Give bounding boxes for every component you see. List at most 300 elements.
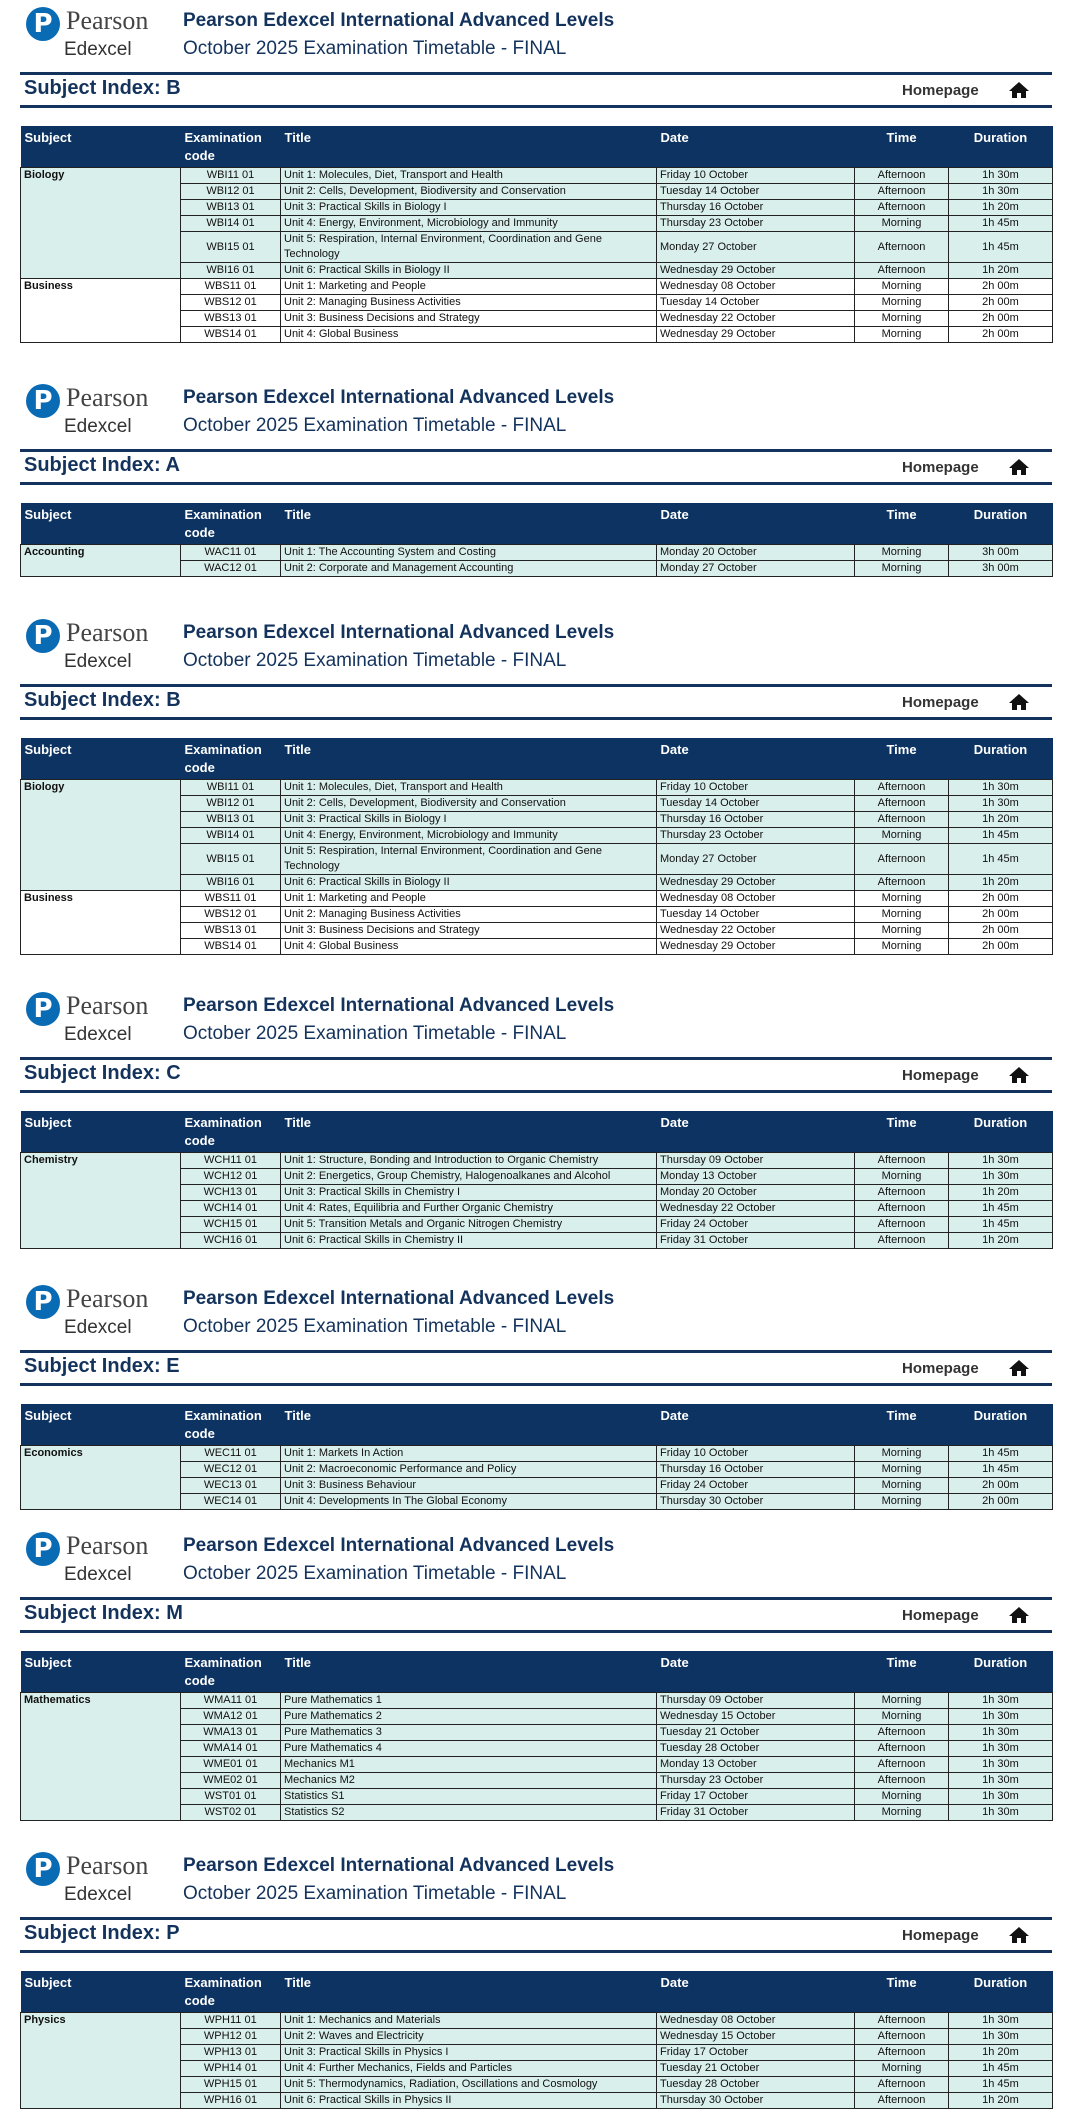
unit-title: Unit 5: Thermodynamics, Radiation, Oscillations and Cosmology: [281, 2077, 657, 2093]
edexcel-logo-text: Edexcel: [64, 651, 132, 672]
column-header-subject: Subject: [21, 1651, 181, 1693]
exam-date: Friday 24 October: [657, 1478, 855, 1494]
exam-session: Morning: [855, 923, 949, 939]
unit-title: Unit 6: Practical Skills in Biology II: [281, 875, 657, 891]
exam-duration: 2h 00m: [949, 1494, 1053, 1510]
exam-session: Morning: [855, 828, 949, 844]
unit-title: Unit 1: The Accounting System and Costing: [281, 545, 657, 561]
column-header-code: Examination code: [181, 1404, 281, 1446]
table-header-row: [21, 738, 1053, 780]
unit-title: Unit 4: Energy, Environment, Microbiology and Immunity: [281, 216, 657, 232]
exam-date: Friday 31 October: [657, 1805, 855, 1821]
exam-duration: 1h 20m: [949, 1185, 1053, 1201]
exam-date: Thursday 30 October: [657, 2093, 855, 2109]
exam-duration: 1h 30m: [949, 2029, 1053, 2045]
unit-title: Unit 1: Marketing and People: [281, 891, 657, 907]
unit-title: Unit 4: Developments In The Global Economy: [281, 1494, 657, 1510]
exam-session: Morning: [855, 279, 949, 295]
exam-date: Monday 13 October: [657, 1169, 855, 1185]
unit-title: Unit 5: Respiration, Internal Environment, Coordination and Gene Technology: [281, 232, 657, 263]
subject-name: Economics: [21, 1446, 181, 1510]
unit-title: Unit 2: Energetics, Group Chemistry, Halogenoalkanes and Alcohol: [281, 1169, 657, 1185]
column-header-subject: Subject: [21, 1971, 181, 2013]
exam-duration: 1h 45m: [949, 1462, 1053, 1478]
exam-date: Thursday 09 October: [657, 1693, 855, 1709]
exam-duration: 1h 30m: [949, 1169, 1053, 1185]
exam-code: WBI12 01: [181, 796, 281, 812]
pearson-logo-icon: P: [26, 384, 60, 418]
exam-code: WBI13 01: [181, 200, 281, 216]
exam-duration: 2h 00m: [949, 279, 1053, 295]
subject-name: Physics: [21, 2013, 181, 2109]
unit-title: Unit 6: Practical Skills in Chemistry II: [281, 1233, 657, 1249]
exam-date: Friday 10 October: [657, 168, 855, 184]
exam-session: Afternoon: [855, 1153, 949, 1169]
exam-date: Wednesday 08 October: [657, 2013, 855, 2029]
section-header: [0, 985, 1080, 1049]
page-subtitle: October 2025 Examination Timetable - FINAL: [183, 650, 567, 671]
exam-session: Afternoon: [855, 875, 949, 891]
exam-duration: 1h 20m: [949, 2093, 1053, 2109]
exam-duration: 2h 00m: [949, 923, 1053, 939]
exam-duration: 1h 30m: [949, 780, 1053, 796]
pearson-logo-icon: P: [26, 992, 60, 1026]
unit-title: Statistics S1: [281, 1789, 657, 1805]
subject-index-bar: [20, 1057, 1052, 1093]
exam-session: Afternoon: [855, 2093, 949, 2109]
exam-session: Morning: [855, 327, 949, 343]
exam-code: WBS12 01: [181, 295, 281, 311]
column-header-code: Examination code: [181, 738, 281, 780]
column-header-date: Date: [657, 503, 855, 545]
subject-name: Chemistry: [21, 1153, 181, 1249]
column-header-code: Examination code: [181, 503, 281, 545]
exam-session: Morning: [855, 1805, 949, 1821]
unit-title: Unit 2: Managing Business Activities: [281, 295, 657, 311]
unit-title: Unit 1: Mechanics and Materials: [281, 2013, 657, 2029]
column-header-date: Date: [657, 738, 855, 780]
edexcel-logo-text: Edexcel: [64, 39, 132, 60]
exam-code: WPH15 01: [181, 2077, 281, 2093]
pearson-logo-text: Pearson: [66, 1531, 149, 1560]
exam-duration: 1h 20m: [949, 200, 1053, 216]
page-subtitle: October 2025 Examination Timetable - FINAL: [183, 1883, 567, 1904]
column-header-duration: Duration: [949, 126, 1053, 168]
unit-title: Unit 2: Cells, Development, Biodiversity and Conservation: [281, 796, 657, 812]
column-header-title: Title: [281, 503, 657, 545]
column-header-time: Time: [855, 1651, 949, 1693]
exam-date: Tuesday 14 October: [657, 907, 855, 923]
exam-date: Monday 27 October: [657, 844, 855, 875]
column-header-date: Date: [657, 126, 855, 168]
homepage-link[interactable]: Homepage: [902, 694, 979, 711]
exam-code: WST02 01: [181, 1805, 281, 1821]
subject-index-bar: [20, 449, 1052, 485]
pearson-logo-text: Pearson: [66, 991, 149, 1020]
subject-name: Mathematics: [21, 1693, 181, 1821]
column-header-title: Title: [281, 1651, 657, 1693]
unit-title: Unit 6: Practical Skills in Biology II: [281, 263, 657, 279]
unit-title: Unit 4: Global Business: [281, 939, 657, 955]
exam-duration: 2h 00m: [949, 295, 1053, 311]
exam-duration: 1h 30m: [949, 1693, 1053, 1709]
column-header-time: Time: [855, 503, 949, 545]
exam-duration: 1h 20m: [949, 1233, 1053, 1249]
exam-date: Wednesday 29 October: [657, 263, 855, 279]
pearson-logo-text: Pearson: [66, 618, 149, 647]
exam-session: Afternoon: [855, 184, 949, 200]
exam-code: WBI15 01: [181, 844, 281, 875]
page-subtitle: October 2025 Examination Timetable - FINAL: [183, 1023, 567, 1044]
table-row: [21, 1693, 1053, 1709]
exam-code: WBI11 01: [181, 168, 281, 184]
exam-session: Afternoon: [855, 1741, 949, 1757]
unit-title: Unit 4: Further Mechanics, Fields and Particles: [281, 2061, 657, 2077]
home-icon[interactable]: [1008, 1926, 1030, 1944]
page-subtitle: October 2025 Examination Timetable - FINAL: [183, 38, 567, 59]
column-header-duration: Duration: [949, 1404, 1053, 1446]
exam-session: Morning: [855, 311, 949, 327]
unit-title: Unit 1: Molecules, Diet, Transport and Health: [281, 168, 657, 184]
unit-title: Unit 3: Practical Skills in Biology I: [281, 812, 657, 828]
timetable-table: [20, 1404, 1053, 1510]
unit-title: Pure Mathematics 3: [281, 1725, 657, 1741]
exam-date: Wednesday 08 October: [657, 891, 855, 907]
exam-date: Tuesday 21 October: [657, 1725, 855, 1741]
page-subtitle: October 2025 Examination Timetable - FINAL: [183, 1316, 567, 1337]
exam-session: Afternoon: [855, 1773, 949, 1789]
exam-duration: 2h 00m: [949, 907, 1053, 923]
exam-duration: 1h 30m: [949, 168, 1053, 184]
exam-date: Monday 20 October: [657, 1185, 855, 1201]
column-header-subject: Subject: [21, 126, 181, 168]
unit-title: Unit 4: Energy, Environment, Microbiology and Immunity: [281, 828, 657, 844]
exam-session: Morning: [855, 216, 949, 232]
unit-title: Unit 1: Structure, Bonding and Introduction to Organic Chemistry: [281, 1153, 657, 1169]
exam-session: Morning: [855, 1709, 949, 1725]
exam-code: WBS11 01: [181, 279, 281, 295]
unit-title: Mechanics M1: [281, 1757, 657, 1773]
unit-title: Mechanics M2: [281, 1773, 657, 1789]
column-header-code: Examination code: [181, 1111, 281, 1153]
exam-session: Morning: [855, 907, 949, 923]
column-header-time: Time: [855, 1404, 949, 1446]
unit-title: Unit 2: Macroeconomic Performance and Policy: [281, 1462, 657, 1478]
exam-date: Wednesday 15 October: [657, 2029, 855, 2045]
page-subtitle: October 2025 Examination Timetable - FINAL: [183, 415, 567, 436]
subject-index-title: Subject Index: B: [24, 77, 181, 99]
exam-duration: 1h 45m: [949, 828, 1053, 844]
column-header-code: Examination code: [181, 126, 281, 168]
homepage-link[interactable]: Homepage: [902, 1360, 979, 1377]
subject-name: Biology: [21, 780, 181, 891]
exam-code: WAC11 01: [181, 545, 281, 561]
exam-session: Afternoon: [855, 1757, 949, 1773]
column-header-title: Title: [281, 1971, 657, 2013]
home-icon[interactable]: [1008, 458, 1030, 476]
pearson-logo-text: Pearson: [66, 1284, 149, 1313]
unit-title: Unit 3: Practical Skills in Chemistry I: [281, 1185, 657, 1201]
home-icon[interactable]: [1008, 1606, 1030, 1624]
page-title: Pearson Edexcel International Advanced Levels: [183, 622, 615, 643]
homepage-link[interactable]: Homepage: [902, 1607, 979, 1624]
exam-session: Morning: [855, 545, 949, 561]
table-row: [21, 891, 1053, 907]
pearson-logo-text: Pearson: [66, 1851, 149, 1880]
column-header-date: Date: [657, 1971, 855, 2013]
exam-duration: 1h 30m: [949, 1741, 1053, 1757]
column-header-title: Title: [281, 1404, 657, 1446]
section-header: [0, 377, 1080, 441]
timetable-table: [20, 503, 1053, 577]
exam-duration: 1h 20m: [949, 263, 1053, 279]
exam-session: Morning: [855, 1169, 949, 1185]
table-row: [21, 545, 1053, 561]
unit-title: Unit 4: Global Business: [281, 327, 657, 343]
subject-name: Business: [21, 891, 181, 955]
table-row: [21, 1153, 1053, 1169]
exam-session: Morning: [855, 891, 949, 907]
exam-date: Thursday 16 October: [657, 1462, 855, 1478]
exam-date: Monday 27 October: [657, 232, 855, 263]
timetable-table: [20, 1651, 1053, 1821]
exam-session: Morning: [855, 1478, 949, 1494]
exam-date: Thursday 23 October: [657, 1773, 855, 1789]
exam-code: WEC12 01: [181, 1462, 281, 1478]
exam-date: Thursday 09 October: [657, 1153, 855, 1169]
exam-code: WBI16 01: [181, 875, 281, 891]
edexcel-logo-text: Edexcel: [64, 1317, 132, 1338]
exam-session: Morning: [855, 1446, 949, 1462]
exam-session: Morning: [855, 295, 949, 311]
exam-date: Friday 24 October: [657, 1217, 855, 1233]
exam-session: Afternoon: [855, 780, 949, 796]
exam-date: Wednesday 22 October: [657, 923, 855, 939]
unit-title: Unit 5: Transition Metals and Organic Nitrogen Chemistry: [281, 1217, 657, 1233]
exam-session: Afternoon: [855, 2045, 949, 2061]
exam-session: Morning: [855, 1462, 949, 1478]
home-icon[interactable]: [1008, 81, 1030, 99]
home-icon[interactable]: [1008, 693, 1030, 711]
exam-date: Wednesday 29 October: [657, 327, 855, 343]
exam-code: WCH14 01: [181, 1201, 281, 1217]
exam-session: Afternoon: [855, 1217, 949, 1233]
column-header-duration: Duration: [949, 738, 1053, 780]
unit-title: Unit 6: Practical Skills in Physics II: [281, 2093, 657, 2109]
exam-date: Friday 17 October: [657, 1789, 855, 1805]
homepage-link[interactable]: Homepage: [902, 459, 979, 476]
exam-session: Afternoon: [855, 168, 949, 184]
column-header-date: Date: [657, 1404, 855, 1446]
exam-session: Afternoon: [855, 796, 949, 812]
timetable-table: [20, 738, 1053, 955]
exam-duration: 2h 00m: [949, 1478, 1053, 1494]
page-title: Pearson Edexcel International Advanced Levels: [183, 10, 615, 31]
exam-code: WCH12 01: [181, 1169, 281, 1185]
subject-index-title: Subject Index: E: [24, 1355, 180, 1377]
home-icon[interactable]: [1008, 1359, 1030, 1377]
unit-title: Pure Mathematics 1: [281, 1693, 657, 1709]
exam-duration: 1h 30m: [949, 1757, 1053, 1773]
exam-session: Morning: [855, 2061, 949, 2077]
subject-name: Biology: [21, 168, 181, 279]
unit-title: Unit 2: Waves and Electricity: [281, 2029, 657, 2045]
exam-session: Morning: [855, 1693, 949, 1709]
exam-date: Wednesday 22 October: [657, 311, 855, 327]
exam-session: Afternoon: [855, 2013, 949, 2029]
exam-code: WBI11 01: [181, 780, 281, 796]
exam-code: WBI15 01: [181, 232, 281, 263]
exam-date: Wednesday 22 October: [657, 1201, 855, 1217]
table-header-row: [21, 126, 1053, 168]
edexcel-logo-text: Edexcel: [64, 1564, 132, 1585]
exam-duration: 1h 30m: [949, 2013, 1053, 2029]
subject-index-title: Subject Index: B: [24, 689, 181, 711]
exam-code: WEC13 01: [181, 1478, 281, 1494]
page-subtitle: October 2025 Examination Timetable - FINAL: [183, 1563, 567, 1584]
pearson-logo-icon: P: [26, 7, 60, 41]
table-header-row: [21, 1404, 1053, 1446]
exam-date: Wednesday 15 October: [657, 1709, 855, 1725]
subject-index-title: Subject Index: M: [24, 1602, 183, 1624]
exam-duration: 1h 30m: [949, 1789, 1053, 1805]
homepage-link[interactable]: Homepage: [902, 1927, 979, 1944]
exam-code: WME02 01: [181, 1773, 281, 1789]
column-header-time: Time: [855, 738, 949, 780]
page-title: Pearson Edexcel International Advanced Levels: [183, 1535, 615, 1556]
unit-title: Unit 3: Practical Skills in Physics I: [281, 2045, 657, 2061]
exam-code: WMA11 01: [181, 1693, 281, 1709]
exam-code: WPH12 01: [181, 2029, 281, 2045]
exam-duration: 2h 00m: [949, 891, 1053, 907]
exam-date: Friday 17 October: [657, 2045, 855, 2061]
unit-title: Unit 2: Corporate and Management Accounting: [281, 561, 657, 577]
exam-date: Thursday 23 October: [657, 828, 855, 844]
unit-title: Pure Mathematics 2: [281, 1709, 657, 1725]
subject-index-bar: [20, 1597, 1052, 1633]
exam-code: WPH16 01: [181, 2093, 281, 2109]
unit-title: Unit 5: Respiration, Internal Environment, Coordination and Gene Technology: [281, 844, 657, 875]
exam-duration: 3h 00m: [949, 561, 1053, 577]
exam-duration: 3h 00m: [949, 545, 1053, 561]
table-header-row: [21, 1971, 1053, 2013]
homepage-link[interactable]: Homepage: [902, 1067, 979, 1084]
unit-title: Unit 4: Rates, Equilibria and Further Organic Chemistry: [281, 1201, 657, 1217]
exam-date: Monday 20 October: [657, 545, 855, 561]
exam-date: Monday 27 October: [657, 561, 855, 577]
exam-session: Afternoon: [855, 1185, 949, 1201]
unit-title: Unit 2: Managing Business Activities: [281, 907, 657, 923]
exam-duration: 1h 20m: [949, 812, 1053, 828]
exam-code: WBI14 01: [181, 216, 281, 232]
exam-duration: 2h 00m: [949, 311, 1053, 327]
column-header-title: Title: [281, 126, 657, 168]
exam-code: WPH13 01: [181, 2045, 281, 2061]
exam-code: WEC14 01: [181, 1494, 281, 1510]
table-header-row: [21, 1651, 1053, 1693]
unit-title: Unit 1: Molecules, Diet, Transport and Health: [281, 780, 657, 796]
column-header-duration: Duration: [949, 1971, 1053, 2013]
exam-code: WMA12 01: [181, 1709, 281, 1725]
table-header-row: [21, 1111, 1053, 1153]
exam-session: Afternoon: [855, 812, 949, 828]
section-header: [0, 1525, 1080, 1589]
unit-title: Unit 3: Business Behaviour: [281, 1478, 657, 1494]
pearson-logo-icon: P: [26, 1285, 60, 1319]
exam-session: Afternoon: [855, 2077, 949, 2093]
exam-date: Wednesday 08 October: [657, 279, 855, 295]
exam-date: Friday 31 October: [657, 1233, 855, 1249]
exam-code: WEC11 01: [181, 1446, 281, 1462]
subject-index-bar: [20, 684, 1052, 720]
exam-duration: 1h 30m: [949, 1709, 1053, 1725]
exam-duration: 2h 00m: [949, 327, 1053, 343]
exam-code: WCH15 01: [181, 1217, 281, 1233]
exam-date: Tuesday 14 October: [657, 796, 855, 812]
column-header-duration: Duration: [949, 1651, 1053, 1693]
homepage-link[interactable]: Homepage: [902, 82, 979, 99]
section-header: [0, 1845, 1080, 1909]
exam-duration: 1h 45m: [949, 2061, 1053, 2077]
column-header-code: Examination code: [181, 1971, 281, 2013]
section-header: [0, 612, 1080, 676]
exam-duration: 1h 30m: [949, 184, 1053, 200]
section-header: [0, 1278, 1080, 1342]
exam-code: WCH16 01: [181, 1233, 281, 1249]
exam-code: WPH11 01: [181, 2013, 281, 2029]
exam-session: Afternoon: [855, 2029, 949, 2045]
exam-duration: 2h 00m: [949, 939, 1053, 955]
exam-code: WCH13 01: [181, 1185, 281, 1201]
column-header-title: Title: [281, 1111, 657, 1153]
table-row: [21, 279, 1053, 295]
exam-date: Monday 13 October: [657, 1757, 855, 1773]
exam-code: WBS13 01: [181, 311, 281, 327]
exam-date: Thursday 16 October: [657, 200, 855, 216]
table-row: [21, 2013, 1053, 2029]
exam-code: WAC12 01: [181, 561, 281, 577]
exam-session: Morning: [855, 561, 949, 577]
exam-date: Wednesday 29 October: [657, 939, 855, 955]
table-row: [21, 780, 1053, 796]
pearson-logo-icon: P: [26, 1532, 60, 1566]
exam-session: Morning: [855, 1494, 949, 1510]
exam-duration: 1h 45m: [949, 1201, 1053, 1217]
exam-date: Friday 10 October: [657, 780, 855, 796]
exam-session: Afternoon: [855, 1233, 949, 1249]
unit-title: Unit 1: Markets In Action: [281, 1446, 657, 1462]
column-header-time: Time: [855, 1971, 949, 2013]
exam-code: WMA13 01: [181, 1725, 281, 1741]
exam-code: WPH14 01: [181, 2061, 281, 2077]
exam-duration: 1h 45m: [949, 232, 1053, 263]
subject-name: Accounting: [21, 545, 181, 577]
unit-title: Statistics S2: [281, 1805, 657, 1821]
subject-index-title: Subject Index: A: [24, 454, 180, 476]
column-header-time: Time: [855, 126, 949, 168]
home-icon[interactable]: [1008, 1066, 1030, 1084]
pearson-logo-text: Pearson: [66, 383, 149, 412]
exam-date: Tuesday 14 October: [657, 295, 855, 311]
column-header-duration: Duration: [949, 1111, 1053, 1153]
unit-title: Unit 3: Business Decisions and Strategy: [281, 923, 657, 939]
exam-code: WMA14 01: [181, 1741, 281, 1757]
exam-code: WBI14 01: [181, 828, 281, 844]
exam-date: Thursday 16 October: [657, 812, 855, 828]
column-header-subject: Subject: [21, 503, 181, 545]
exam-date: Tuesday 28 October: [657, 2077, 855, 2093]
table-row: [21, 168, 1053, 184]
